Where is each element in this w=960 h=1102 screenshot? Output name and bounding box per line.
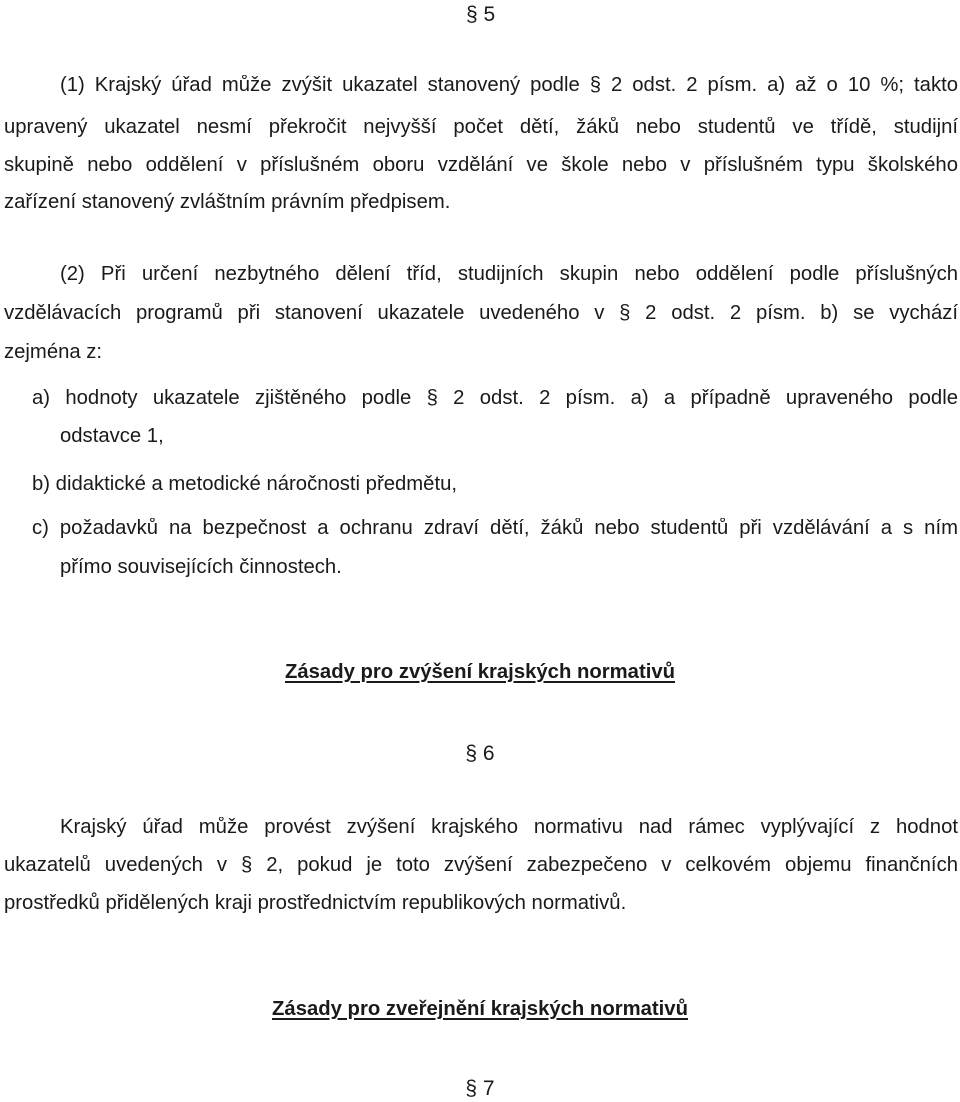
para2-line-1: (2) Při určení nezbytného dělení tříd, studijních skupin nebo oddělení podle příslušných [60, 264, 958, 285]
section6-line-2: ukazatelů uvedených v § 2, pokud je toto zvýšení zabezpečeno v celkovém objemu finančních [4, 855, 958, 876]
item-c-line-1: c) požadavků na bezpečnost a ochranu zdraví dětí, žáků nebo studentů při vzdělávání a s ním [32, 518, 958, 539]
section6-line-3: prostředků přidělených kraji prostřednictvím republikových normativů. [4, 892, 627, 914]
section6-line-1: Krajský úřad může provést zvýšení krajského normativu nad rámec vyplývající z hodnot [60, 817, 958, 838]
item-a-line-2: odstavce 1, [60, 425, 164, 447]
para1-line-3: skupině nebo oddělení v příslušném oboru vzdělání ve škole nebo v příslušném typu školského [4, 155, 958, 176]
section-6-mark: § 6 [465, 742, 495, 765]
para1-line-1: (1) Krajský úřad může zvýšit ukazatel stanovený podle § 2 odst. 2 písm. a) až o 10 %; takto [60, 75, 958, 96]
item-a-line-1: a) hodnoty ukazatele zjištěného podle § 2 odst. 2 písm. a) a případně upraveného podle [32, 388, 958, 409]
heading-zvyseni: Zásady pro zvýšení krajských normativů [284, 661, 676, 683]
section-7-mark: § 7 [465, 1077, 495, 1100]
heading-zverejneni: Zásady pro zveřejnění krajských normativů [272, 998, 688, 1020]
para2-line-2: vzdělávacích programů při stanovení ukazatele uvedeného v § 2 odst. 2 písm. b) se vychází [4, 303, 958, 324]
para1-line-2: upravený ukazatel nesmí překročit nejvyšší počet dětí, žáků nebo studentů ve třídě, studijní [4, 117, 958, 138]
para2-line-3: zejména z: [4, 341, 103, 363]
item-c-line-2: přímo souvisejících činnostech. [60, 556, 342, 578]
item-b-line-1: b) didaktické a metodické náročnosti předmětu, [32, 473, 457, 495]
para1-line-4: zařízení stanovený zvláštním právním předpisem. [4, 191, 451, 213]
section-5-mark: § 5 [466, 3, 496, 26]
